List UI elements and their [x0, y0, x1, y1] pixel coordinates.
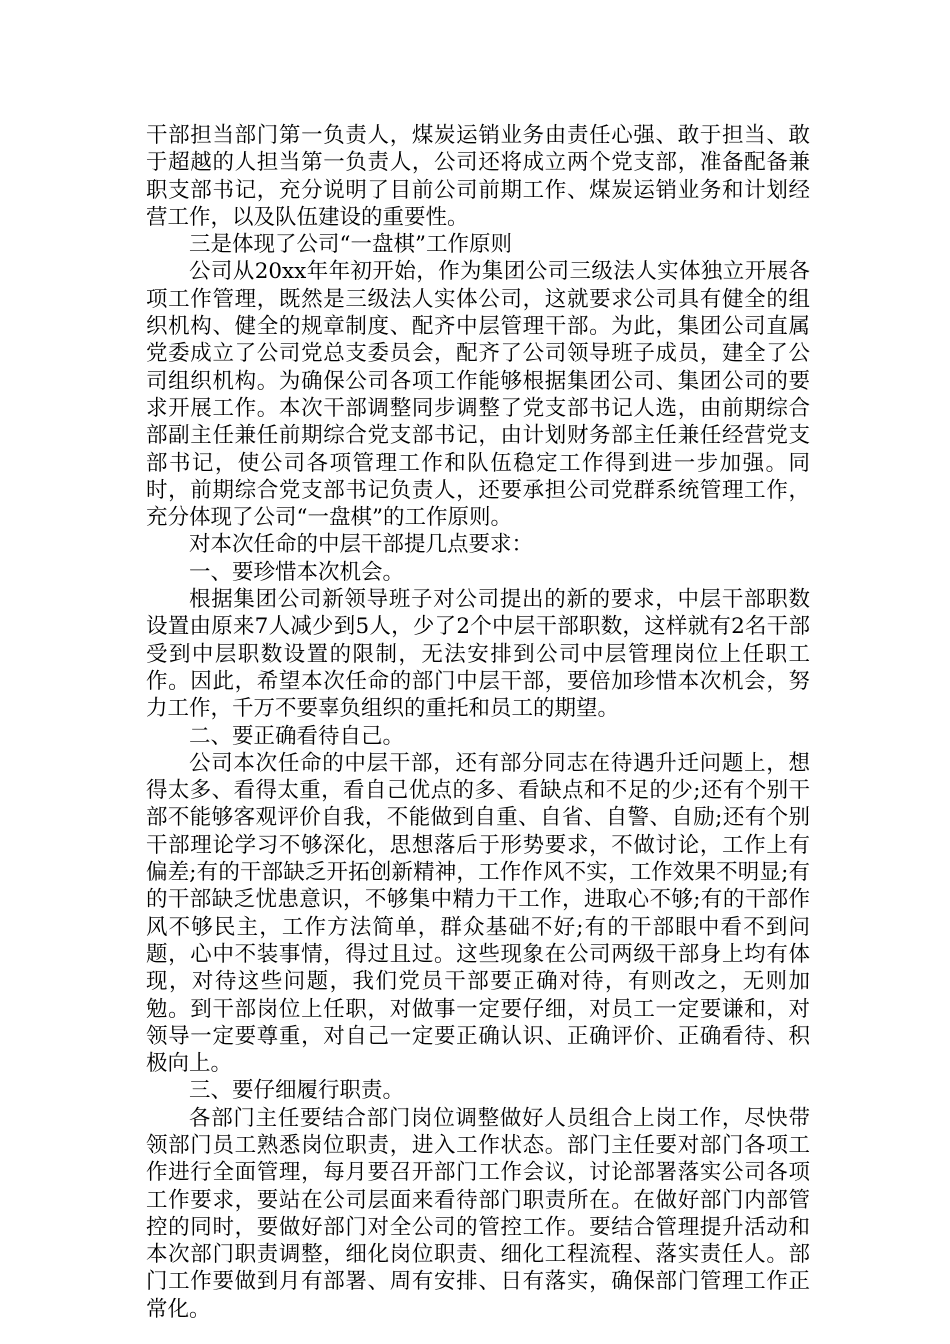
heading-one-chessboard-principle: 三是体现了公司“一盘棋”工作原则 [189, 232, 512, 258]
paragraph-view-oneself: 公司本次任命的中层干部，还有部分同志在待遇升迁问题上，想得太多、看得太重，看自己优点的多、看缺点和不足的少;还有个别干部不能够客观评价自我，不能做到自重、自省、自警、自励;还有个别干部理论学习不够深化，思想落后于形势要求，不做讨论，工作上有偏差;有的干部缺乏开拓创新精神，工作作风不实，工作效果不明显;有的干部缺乏忧患意识，不够集中精力干工作，进取心不够;有的干部作风不够民主，工作方法简单，群众基础不好;有的干部眼中看不到问题，心中不装事情，得过且过。这些现象在公司两级干部身上均有体现，对待这些问题，我们党员干部要正确对待，有则改之，无则加勉。到干部岗位上任职，对做事一定要仔细，对员工一定要谦和，对领导一定要尊重，对自己一定要正确认识、正确评价、正确看待、积极向上。 [146, 750, 810, 1077]
heading-cherish-opportunity: 一、要珍惜本次机会。 [189, 559, 405, 585]
heading-perform-duties: 三、要仔细履行职责。 [189, 1078, 405, 1104]
paragraph-cadre-assignment: 干部担当部门第一负责人，煤炭运销业务由责任心强、敢于担当、敢于超越的人担当第一负责人，公司还将成立两个党支部，准备配备兼职支部书记，充分说明了目前公司前期工作、煤炭运销业务和计划经营工作，以及队伍建设的重要性。 [146, 123, 810, 230]
heading-view-oneself: 二、要正确看待自己。 [189, 723, 405, 749]
paragraph-company-organization: 公司从20xx年年初开始，作为集团公司三级法人实体独立开展各项工作管理，既然是三级法人实体公司，这就要求公司具有健全的组织机构、健全的规章制度、配齐中层管理干部。为此，集团公司直属党委成立了公司党总支委员会，配齐了公司领导班子成员，建全了公司组织机构。为确保公司各项工作能够根据集团公司、集团公司的要求开展工作。本次干部调整同步调整了党支部书记人选，由前期综合部副主任兼任前期综合党支部书记，由计划财务部主任兼任经营党支部书记，使公司各项管理工作和队伍稳定工作得到进一步加强。同时，前期综合党支部书记负责人，还要承担公司党群系统管理工作，充分体现了公司“一盘棋”的工作原则。 [146, 259, 810, 531]
paragraph-cherish-opportunity: 根据集团公司新领导班子对公司提出的新的要求，中层干部职数设置由原来7人减少到5人，少了2个中层干部职数，这样就有2名干部受到中层职数设置的限制，无法安排到公司中层管理岗位上任职工作。因此，希望本次任命的部门中层干部，要倍加珍惜本次机会，努力工作，千万不要辜负组织的重托和员工的期望。 [146, 587, 810, 722]
paragraph-perform-duties: 各部门主任要结合部门岗位调整做好人员组合上岗工作，尽快带领部门员工熟悉岗位职责，进入工作状态。部门主任要对部门各项工作进行全面管理，每月要召开部门工作会议，讨论部署落实公司各项工作要求，要站在公司层面来看待部门职责所在。在做好部门内部管控的同时，要做好部门对全公司的管控工作。要结合管理提升活动和本次部门职责调整，细化岗位职责、细化工程流程、落实责任人。部门工作要做到月有部署、周有安排、日有落实，确保部门管理工作正常化。 [146, 1105, 810, 1322]
document-page [146, 122, 810, 1323]
heading-requirements: 对本次任命的中层干部提几点要求： [189, 532, 534, 558]
